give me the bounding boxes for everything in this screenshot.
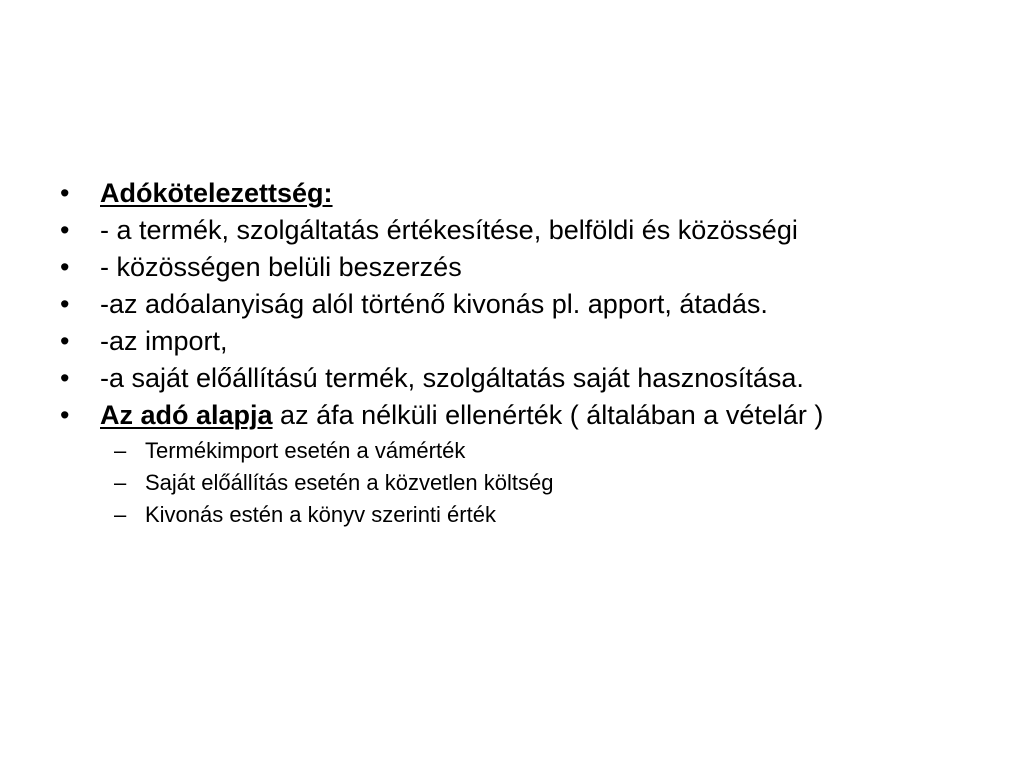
bullet-item-tax-base [58,400,978,431]
sub-item-text: Termékimport esetén a vámérték [145,438,466,463]
bullet-icon: • [60,400,70,430]
bullet-list [58,178,978,533]
heading-adokotelezettseg: Adókötelezettség: [100,178,333,208]
bullet-text: az áfa nélküli ellenérték ( általában a vételár ) [272,400,824,430]
bullet-text: -az adóalanyiság alól történő kivonás pl. apport, átadás. [100,289,768,319]
heading-az-ado-alapja: Az adó alapja [100,400,273,430]
bullet-item [58,252,978,283]
sub-item-text: Kivonás estén a könyv szerinti érték [145,502,496,527]
sub-item-text: Saját előállítás esetén a közvetlen költség [145,470,554,495]
bullet-item-heading [58,178,978,209]
sub-item [58,469,978,496]
bullet-text: - közösségen belüli beszerzés [100,252,462,282]
bullet-icon: • [60,252,70,282]
bullet-item [58,326,978,357]
bullet-item [58,289,978,320]
bullet-text: -a saját előállítású termék, szolgáltatás saját hasznosítása. [100,363,804,393]
bullet-icon: • [60,215,70,245]
bullet-item [58,363,978,394]
dash-icon: – [114,502,127,527]
bullet-icon: • [60,178,70,208]
sub-item [58,501,978,528]
sub-item [58,437,978,464]
dash-icon: – [114,438,127,463]
bullet-icon: • [60,326,70,356]
bullet-text: -az import, [100,326,228,356]
bullet-item [58,215,978,246]
bullet-icon: • [60,363,70,393]
bullet-icon: • [60,289,70,319]
bullet-text: - a termék, szolgáltatás értékesítése, belföldi és közösségi [100,215,798,245]
dash-icon: – [114,470,127,495]
